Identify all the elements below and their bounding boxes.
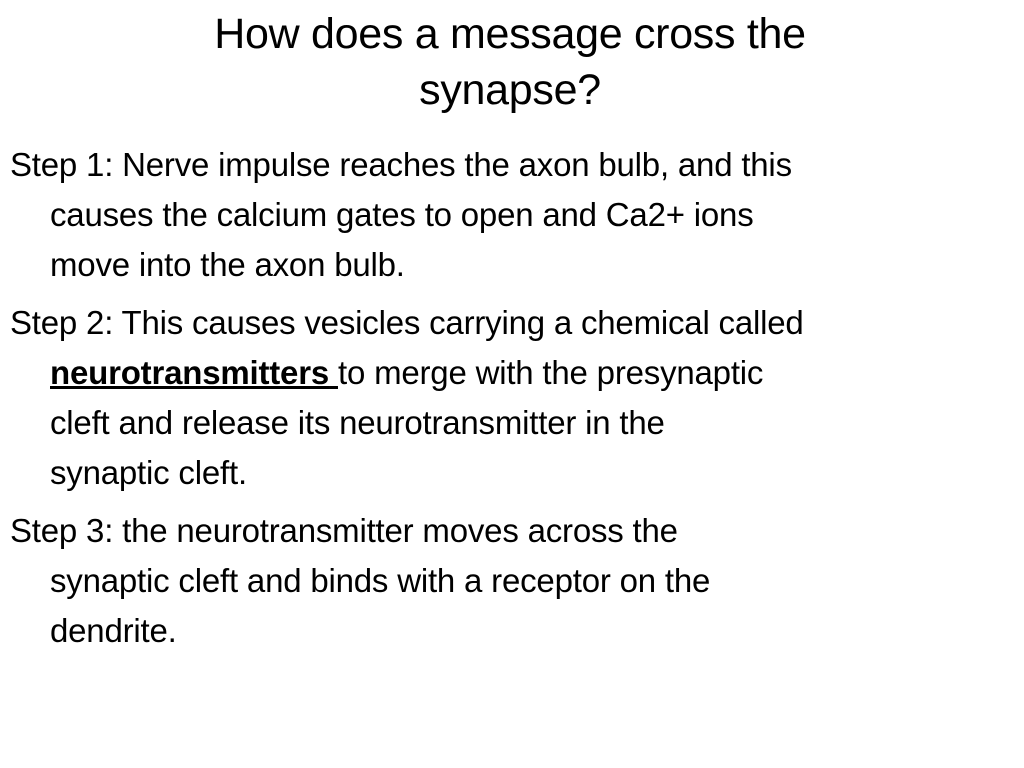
step-1-line-2: causes the calcium gates to open and Ca2+ ions — [50, 196, 754, 233]
step-list — [10, 140, 1010, 664]
step-2-line-2 — [50, 348, 1010, 398]
slide-title-line-1: How does a message cross the — [214, 10, 806, 58]
step-2-line-3: cleft and release its neurotransmitter in the — [50, 404, 665, 441]
term-underline-space — [329, 354, 338, 391]
step-1-line-3: move into the axon bulb. — [50, 246, 405, 283]
step-1 — [10, 140, 1010, 290]
step-3-line-2: synaptic cleft and binds with a receptor on the — [50, 562, 711, 599]
step-2-line-2-rest: to merge with the presynaptic — [337, 354, 764, 391]
step-2-line-4: synaptic cleft. — [50, 454, 247, 491]
step-2-line-1: Step 2: This causes vesicles carrying a chemical called — [10, 304, 804, 341]
slide-title — [150, 6, 870, 118]
step-3-line-3: dendrite. — [50, 612, 177, 649]
step-1-line-1: Step 1: Nerve impulse reaches the axon bulb, and this — [10, 146, 792, 183]
step-2 — [10, 298, 1010, 498]
step-3 — [10, 506, 1010, 656]
step-3-line-1: Step 3: the neurotransmitter moves across the — [10, 512, 678, 549]
slide-title-line-2: synapse? — [419, 66, 601, 114]
neurotransmitters-term: neurotransmitters — [50, 354, 330, 391]
